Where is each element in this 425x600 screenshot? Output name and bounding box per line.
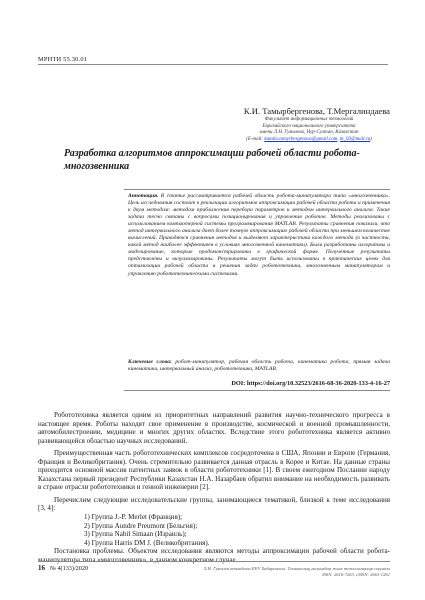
affiliation-line-3: имени Л.Н. Гумилева, Нур-Султан, Казахстан	[259, 130, 359, 136]
paragraph: Робототехника является одним из приоритетных направлений развития научно-технического прогресса в настоящее время. Роботы находят свое применение в производстве, космической и военной промышленности, автомобилестроении, медицине и многих других областях. Вследствие этого робототехника является активно развивающейся областью научных исследований.	[38, 411, 390, 445]
list-item: 3) Группа Nabil Simaan (Израиль);	[84, 530, 187, 539]
authors: К.И. Тамырбергенова, Т.Мергалиндаева	[243, 106, 390, 116]
keywords	[128, 359, 390, 373]
keywords-label: Ключевые слова:	[128, 359, 172, 365]
journal-name: Л.Н. Гумилев атындағы ЕҰУ Хабаршысы. Техникалық ғылымдар және технологиялар сериясы	[203, 566, 390, 571]
email-close: )	[370, 136, 372, 142]
body-text	[38, 411, 390, 564]
paragraph: Перечислим следующие исследовательские группы, занимающиеся тематикой, близкой к теме исследования [3, 4]:	[38, 495, 390, 513]
affiliation	[228, 117, 390, 143]
article-title: Разработка алгоритмов аппроксимации рабочей области робота-многозвенника	[64, 148, 360, 172]
list-item: 1) Группа J.-P. Merlet (Франция);	[84, 513, 183, 522]
list-item: 4) Группа Harris DM J. (Великобритания).	[84, 538, 210, 547]
email-line	[228, 137, 390, 144]
issn: ISSN: 2616-7263, eISSN: 2663-1261	[322, 572, 390, 577]
journal-info	[200, 566, 390, 578]
doi-divider	[124, 390, 390, 391]
doi[interactable]: DOI: https://doi.org/10.32523/2616-68-36-2020-133-4-16-27	[231, 380, 390, 387]
footer-divider	[38, 561, 390, 562]
email-separator: ,	[337, 136, 340, 142]
issue-number: № 4(133)/2020	[50, 564, 89, 572]
keywords-text: робот-манипулятор, рабочая область робота, кинематика робота, прямая задача кинематики, интервальный анализ, робототехника, MATLAB.	[128, 359, 390, 373]
abstract-label: Аннотация.	[128, 193, 159, 199]
affiliation-line-2: Евразийского национального университета	[262, 123, 356, 129]
mrnti-code: МРНТИ 55.30.01	[38, 56, 88, 63]
abstract-text: В статье рассматривается рабочей область робота-манипулятора типа «многозвенника». Цель исследования состоит в реализации алгоритмов аппроксимации рабочей области робота и применения к двум методам: методом приближения перебора параметров и методом интервального анализа. Такие задачи тесно связаны с вопросами позиционирования и управления роботов. Методы реализованы с использованием компьютерной системы программирования MATLAB. Результаты сравнения показали, что метод интервального анализа дает более точную аппроксимацию рабочей области при меньшем количестве вычислений. Приводятся сравнения методов и выделяют характеристики каждого метода (в частности, какой метод наиболее эффективен в условиях многозвенной кинематики). Были разработаны алгоритмы и моделирование, которые продемонстрированы в графической форме. Полученные результаты представлены и визуализированы. Результаты могут быть использованы в практических целях для оптимизации рабочей области и решения задач робототехники, многозвенным манипуляторам и управлению робототехническими системами.	[128, 193, 390, 277]
top-divider	[38, 64, 388, 65]
abstract-divider	[124, 189, 390, 190]
email-link-2[interactable]: m_03@mail.ru	[339, 136, 371, 142]
author-block	[170, 106, 390, 143]
email-label: (E-mail:	[246, 136, 265, 142]
email-link-1[interactable]: kamila.tamyrbergenova@gmail.com	[264, 136, 338, 142]
abstract	[128, 193, 390, 278]
page-number: 16	[38, 564, 45, 572]
list-item: 2) Группа Aundre Preumont (Бельгия);	[84, 521, 198, 530]
paragraph: Постановка проблемы. Объектом исследования являются методы аппроксимации рабочей области робота-манипулятора типа «многозвенник», в данном конкретном случае	[38, 547, 390, 564]
affiliation-line-1: Факультет информационных технологий	[264, 117, 354, 122]
paragraph: Преимущественная часть робототехнических комплексов сосредоточена в США, Японии и Европе (Германия, Франция и Великобритания). Очень стремительно развивается данная отрасль в Корее и Китае. На данные страны приходится основной массив патентных заявок в области робототехники [1]. В своем ежегодном Послании народу Казахстана первый президент Республики Казахстан Н.А. Назарбаев обратил внимание на необходимость развивать в стране отрасли робототехники и генной инженерии [2].	[38, 449, 390, 492]
